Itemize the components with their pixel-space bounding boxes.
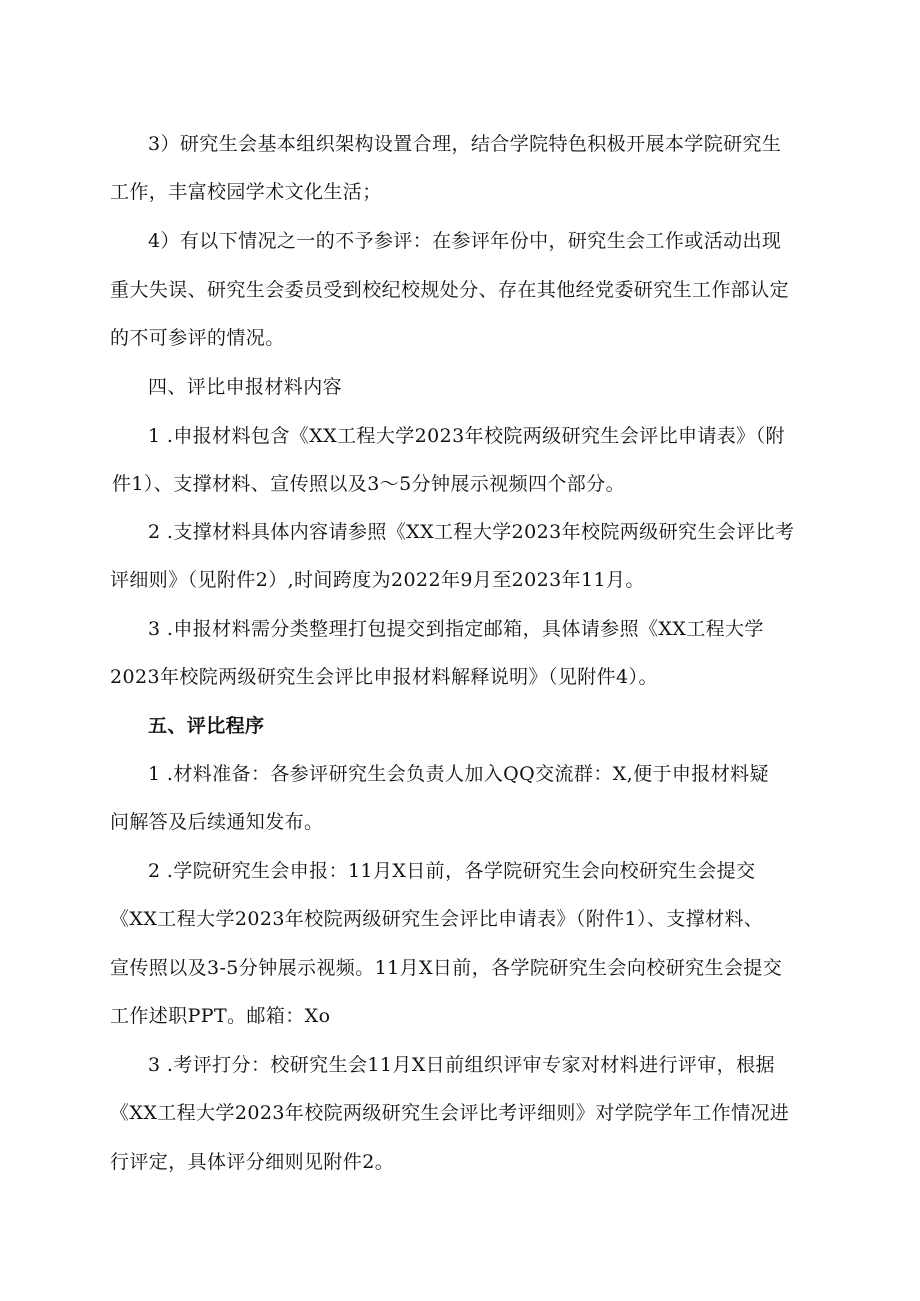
- text-line: 1 .申报材料包含《XX工程大学2023年校院两级研究生会评比申请表》（附: [148, 425, 785, 447]
- text-line: 评细则》（见附件2）,时间跨度为2022年9月至2023年11月。: [110, 569, 645, 591]
- text-line: 重大失误、研究生会委员受到校纪校规处分、存在其他经党委研究生工作部认定: [110, 279, 790, 301]
- text-line: 问解答及后续通知发布。: [110, 811, 324, 833]
- section-heading: 五、评比程序: [148, 715, 265, 737]
- text-line: 2023年校院两级研究生会评比申报材料解释说明》（见附件4）。: [110, 666, 658, 688]
- text-line: 3 .考评打分：校研究生会11月X日前组织评审专家对材料进行评审，根据: [148, 1054, 775, 1076]
- text-line: 1 .材料准备：各参评研究生会负责人加入QQ交流群：X,便于申报材料疑: [148, 763, 769, 785]
- text-line: 工作述职PPT。邮箱：Xo: [110, 1005, 331, 1027]
- section-heading: 四、评比申报材料内容: [148, 376, 343, 398]
- text-line: 4）有以下情况之一的不予参评：在参评年份中，研究生会工作或活动出现: [148, 230, 782, 252]
- text-line: 2 .支撑材料具体内容请参照《XX工程大学2023年校院两级研究生会评比考: [148, 521, 795, 543]
- text-line: 3 .申报材料需分类整理打包提交到指定邮箱，具体请参照《XX工程大学: [148, 618, 764, 640]
- text-line: 《XX工程大学2023年校院两级研究生会评比申请表》（附件1）、支撑材料、: [110, 908, 764, 930]
- text-line: 2 .学院研究生会申报：11月X日前，各学院研究生会向校研究生会提交: [148, 860, 756, 882]
- text-line: 件1）、支撑材料、宣传照以及3～5分钟展示视频四个部分。: [112, 473, 625, 495]
- text-line: 的不可参评的情况。: [110, 327, 285, 349]
- text-line: 宣传照以及3-5分钟展示视频。11月X日前，各学院研究生会向校研究生会提交: [110, 957, 783, 979]
- text-line: 《XX工程大学2023年校院两级研究生会评比考评细则》对学院学年工作情况进: [110, 1102, 790, 1124]
- text-line: 行评定，具体评分细则见附件2。: [110, 1151, 395, 1173]
- text-line: 3）研究生会基本组织架构设置合理，结合学院特色积极开展本学院研究生: [148, 133, 782, 155]
- text-line: 工作，丰富校园学术文化生活；: [110, 181, 382, 203]
